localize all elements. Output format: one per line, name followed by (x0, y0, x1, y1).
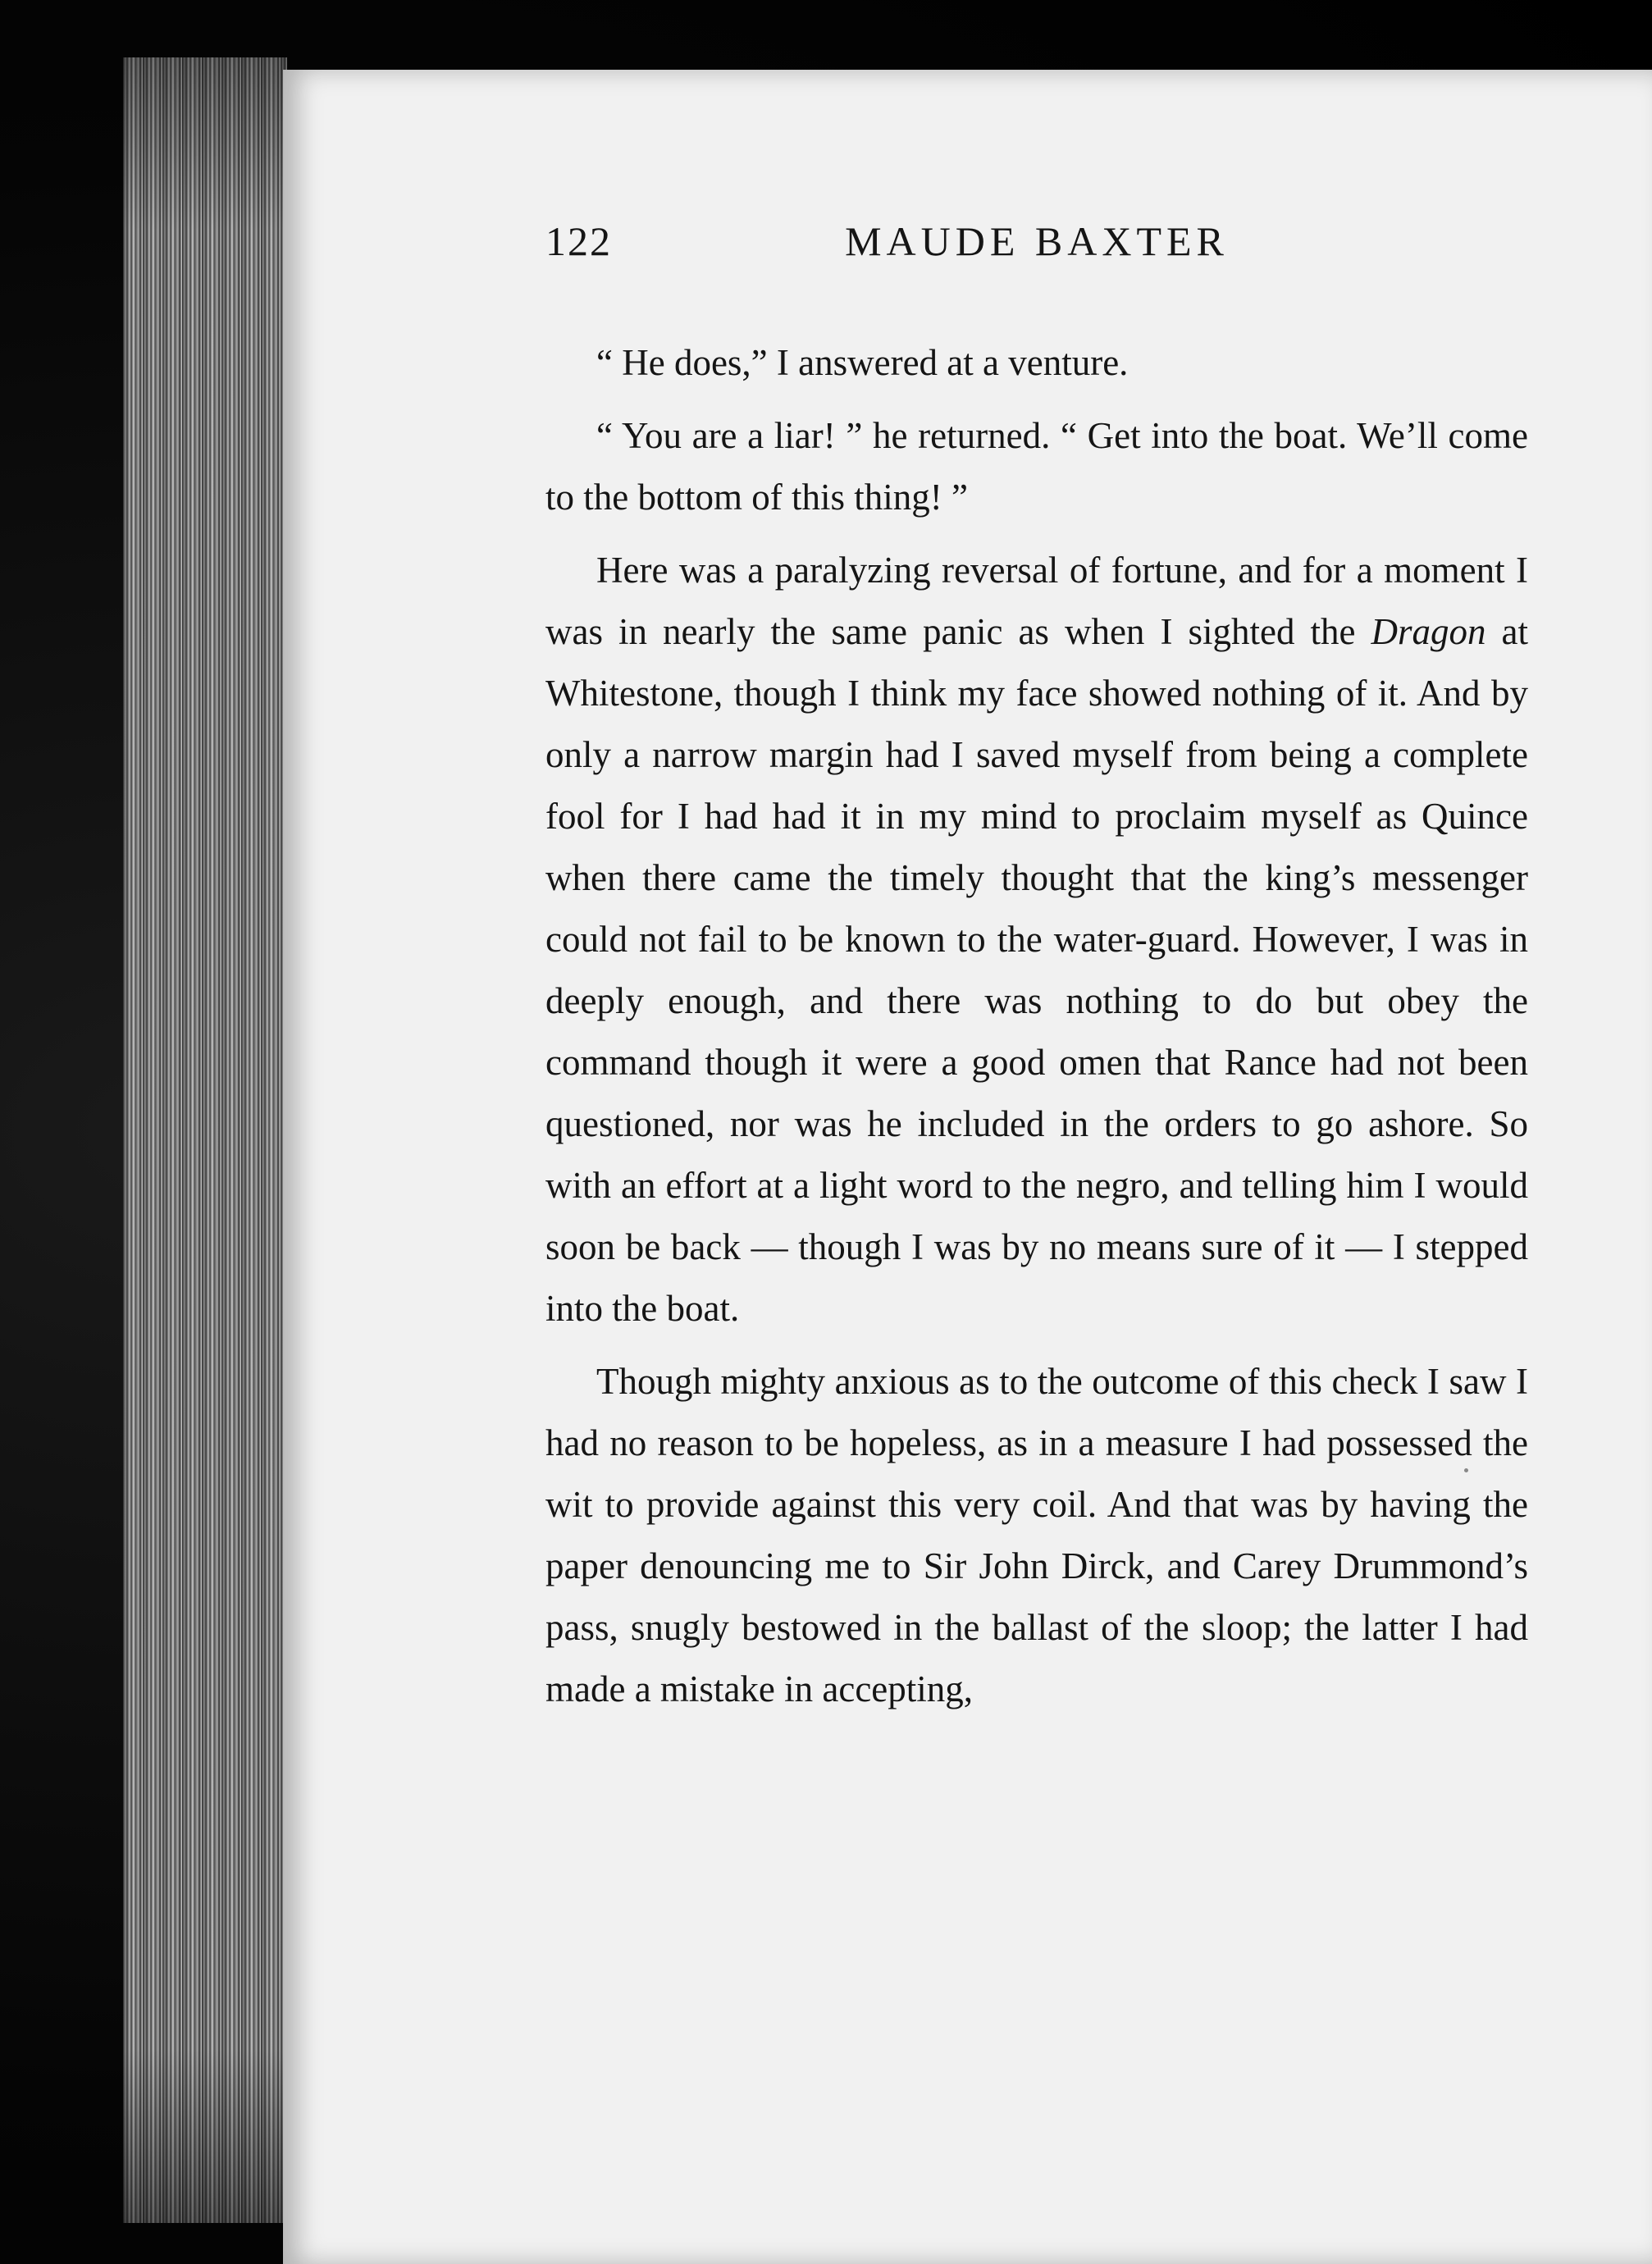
page-number: 122 (545, 218, 612, 264)
paragraph-2: “ You are a liar! ” he returned. “ Get into the boat. We’ll come to the bottom of this thing! ” (545, 415, 1528, 518)
book-page (283, 70, 1652, 2264)
paragraph-3-part-2: at Whitestone, though I think my face showed nothing of it. And by only a narrow margin had I saved myself from being a complete fool for I had had it in my mind to proclaim myself as Quince when there came the timely thought that the king’s messenger could not fail to be known to the water-guard. However, I was in deeply enough, and there was nothing to do but obey the command though it were a good omen that Rance had not been questioned, nor was he included in the orders to go ashore. So with an effort at a light word to the negro, and telling him I would soon be back — though I was by no means sure of it — I stepped into the boat. (545, 611, 1528, 1329)
book-title: MAUDE BAXTER (845, 218, 1229, 264)
ship-name-dragon: Dragon (1371, 611, 1486, 652)
running-head (545, 217, 1528, 332)
book-page-edges (123, 57, 287, 2223)
paragraph-3-part-1: Here was a paralyzing reversal of fortune, and for a moment I was in nearly the same panic as when I sighted the (545, 550, 1528, 652)
paragraph-1: “ He does,” I answered at a venture. (596, 342, 1129, 383)
paragraph-3 (545, 540, 1528, 1340)
paragraph-4: Though mighty anxious as to the outcome of this check I saw I had no reason to be hopeless, as in a measure I had possessed the wit to provide against this very coil. And that was by having the paper denouncing me to Sir John Dirck, and Carey Drummond’s pass, snugly bestowed in the ballast of the sloop; the latter I had made a mistake in accepting, (545, 1361, 1528, 1709)
page-content (545, 217, 1528, 1720)
body-text (545, 332, 1528, 1720)
